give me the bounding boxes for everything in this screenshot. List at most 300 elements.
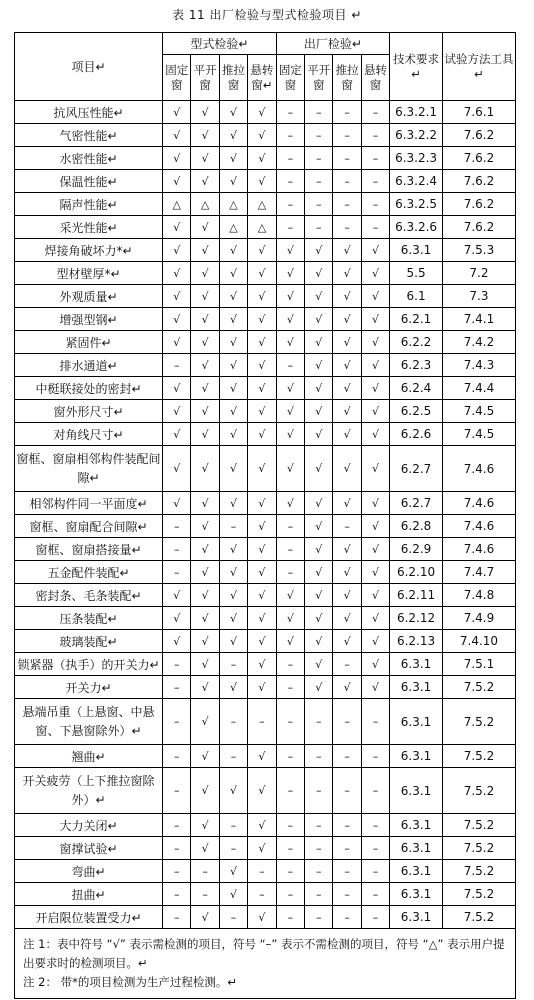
type-test-mark: √ xyxy=(219,285,247,308)
factory-test-mark: – xyxy=(276,193,304,216)
table-row xyxy=(15,170,516,193)
type-test-mark: √ xyxy=(191,262,219,285)
factory-test-mark: – xyxy=(305,860,333,883)
factory-test-mark: – xyxy=(333,906,361,929)
type-test-mark: △ xyxy=(248,193,276,216)
factory-test-mark: √ xyxy=(305,561,333,584)
type-test-mark: √ xyxy=(163,262,191,285)
factory-test-mark: – xyxy=(333,101,361,124)
table-body xyxy=(15,101,516,929)
row-item-name: 开关力↵ xyxy=(15,676,163,699)
factory-test-mark: √ xyxy=(305,331,333,354)
row-item-name: 密封条、毛条装配↵ xyxy=(15,584,163,607)
type-test-mark: √ xyxy=(191,331,219,354)
factory-test-mark: √ xyxy=(361,239,389,262)
type-test-mark: √ xyxy=(163,216,191,239)
row-item-name: 气密性能↵ xyxy=(15,124,163,147)
table-row xyxy=(15,239,516,262)
type-test-mark: √ xyxy=(191,423,219,446)
row-test-method: 7.3 xyxy=(442,285,515,308)
factory-test-mark: √ xyxy=(276,630,304,653)
row-tech-requirement: 6.3.1 xyxy=(390,814,443,837)
factory-test-mark: √ xyxy=(276,584,304,607)
type-test-mark: √ xyxy=(163,285,191,308)
row-tech-requirement: 6.3.2.6 xyxy=(390,216,443,239)
factory-test-mark: √ xyxy=(361,308,389,331)
type-test-mark: √ xyxy=(219,860,247,883)
row-item-name: 窗框、窗扇相邻构件装配间隙↵ xyxy=(15,446,163,492)
row-test-method: 7.4.6 xyxy=(442,446,515,492)
type-test-mark: √ xyxy=(248,400,276,423)
row-tech-requirement: 6.3.2.4 xyxy=(390,170,443,193)
table-row xyxy=(15,193,516,216)
type-test-mark: √ xyxy=(163,377,191,400)
type-test-mark: √ xyxy=(191,354,219,377)
row-item-name: 水密性能↵ xyxy=(15,147,163,170)
table-row xyxy=(15,768,516,814)
table-row xyxy=(15,607,516,630)
row-item-name: 大力关闭↵ xyxy=(15,814,163,837)
row-item-name: 型材壁厚*↵ xyxy=(15,262,163,285)
factory-test-mark: √ xyxy=(361,630,389,653)
row-item-name: 窗撑试验↵ xyxy=(15,837,163,860)
type-test-mark: √ xyxy=(191,837,219,860)
row-item-name: 五金配件装配↵ xyxy=(15,561,163,584)
factory-test-mark: – xyxy=(333,699,361,745)
type-test-mark: √ xyxy=(248,446,276,492)
factory-test-mark: – xyxy=(361,147,389,170)
row-item-name: 开启限位装置受力↵ xyxy=(15,906,163,929)
subheader-casement-window: 平开窗 xyxy=(305,55,333,101)
factory-test-mark: √ xyxy=(305,653,333,676)
factory-test-mark: – xyxy=(361,906,389,929)
factory-test-mark: √ xyxy=(361,446,389,492)
type-test-mark: √ xyxy=(248,492,276,515)
factory-test-mark: √ xyxy=(333,607,361,630)
factory-test-mark: – xyxy=(305,170,333,193)
row-item-name: 保温性能↵ xyxy=(15,170,163,193)
factory-test-mark: – xyxy=(361,216,389,239)
row-test-method: 7.4.1 xyxy=(442,308,515,331)
factory-test-mark: – xyxy=(333,147,361,170)
type-test-mark: √ xyxy=(219,400,247,423)
factory-test-mark: √ xyxy=(333,538,361,561)
factory-test-mark: √ xyxy=(333,584,361,607)
factory-test-mark: √ xyxy=(305,377,333,400)
row-test-method: 7.5.2 xyxy=(442,745,515,768)
row-tech-requirement: 6.2.10 xyxy=(390,561,443,584)
factory-test-mark: – xyxy=(333,814,361,837)
type-test-mark: √ xyxy=(248,423,276,446)
row-test-method: 7.6.2 xyxy=(442,147,515,170)
factory-test-mark: √ xyxy=(305,607,333,630)
row-test-method: 7.5.3 xyxy=(442,239,515,262)
factory-test-mark: √ xyxy=(333,239,361,262)
factory-test-mark: √ xyxy=(333,446,361,492)
row-tech-requirement: 6.2.8 xyxy=(390,515,443,538)
factory-test-mark: – xyxy=(276,837,304,860)
type-test-mark: √ xyxy=(248,561,276,584)
subheader-casement-window: 平开窗 xyxy=(191,55,219,101)
type-test-mark: √ xyxy=(191,906,219,929)
type-test-mark: √ xyxy=(219,538,247,561)
row-test-method: 7.4.4 xyxy=(442,377,515,400)
type-test-mark: √ xyxy=(219,101,247,124)
row-test-method: 7.4.2 xyxy=(442,331,515,354)
type-test-mark: √ xyxy=(248,239,276,262)
factory-test-mark: – xyxy=(276,814,304,837)
row-tech-requirement: 6.2.11 xyxy=(390,584,443,607)
factory-test-mark: √ xyxy=(361,676,389,699)
factory-test-mark: – xyxy=(361,860,389,883)
row-tech-requirement: 6.2.9 xyxy=(390,538,443,561)
table-row xyxy=(15,630,516,653)
row-item-name: 开关疲劳（上下推拉窗除外）↵ xyxy=(15,768,163,814)
factory-test-mark: √ xyxy=(305,308,333,331)
note-2: 注 2： 带*的项目检测为生产过程检测。↵ xyxy=(23,975,238,989)
table-row xyxy=(15,860,516,883)
row-tech-requirement: 6.3.1 xyxy=(390,239,443,262)
type-test-mark: – xyxy=(163,745,191,768)
factory-test-mark: – xyxy=(276,538,304,561)
type-test-mark: √ xyxy=(219,492,247,515)
type-test-mark: √ xyxy=(219,584,247,607)
type-test-mark: √ xyxy=(248,170,276,193)
row-item-name: 抗风压性能↵ xyxy=(15,101,163,124)
factory-test-mark: – xyxy=(276,101,304,124)
factory-test-mark: √ xyxy=(305,262,333,285)
row-item-name: 隔声性能↵ xyxy=(15,193,163,216)
type-test-mark: √ xyxy=(248,906,276,929)
table-header xyxy=(15,33,516,101)
type-test-mark: √ xyxy=(191,515,219,538)
type-test-mark: – xyxy=(219,515,247,538)
type-test-mark: √ xyxy=(219,676,247,699)
factory-test-mark: – xyxy=(333,124,361,147)
type-test-mark: √ xyxy=(163,584,191,607)
type-test-mark: √ xyxy=(191,147,219,170)
row-tech-requirement: 6.2.6 xyxy=(390,423,443,446)
row-tech-requirement: 6.2.13 xyxy=(390,630,443,653)
row-item-name: 窗框、窗扇搭接量↵ xyxy=(15,538,163,561)
type-test-mark: √ xyxy=(248,285,276,308)
factory-test-mark: √ xyxy=(276,492,304,515)
row-test-method: 7.5.2 xyxy=(442,676,515,699)
factory-test-mark: – xyxy=(276,515,304,538)
factory-test-mark: – xyxy=(276,561,304,584)
type-test-mark: √ xyxy=(219,170,247,193)
table-row xyxy=(15,837,516,860)
type-test-mark: √ xyxy=(248,515,276,538)
type-test-mark: √ xyxy=(191,607,219,630)
row-tech-requirement: 6.2.12 xyxy=(390,607,443,630)
row-item-name: 对角线尺寸↵ xyxy=(15,423,163,446)
type-test-mark: √ xyxy=(191,170,219,193)
type-test-mark: √ xyxy=(248,101,276,124)
factory-test-mark: √ xyxy=(305,584,333,607)
type-test-mark: √ xyxy=(191,308,219,331)
factory-test-mark: √ xyxy=(305,492,333,515)
factory-test-mark: – xyxy=(305,745,333,768)
type-test-mark: √ xyxy=(219,239,247,262)
type-test-mark: – xyxy=(191,883,219,906)
row-test-method: 7.5.2 xyxy=(442,883,515,906)
row-test-method: 7.5.2 xyxy=(442,768,515,814)
factory-test-mark: √ xyxy=(361,653,389,676)
type-test-mark: △ xyxy=(191,193,219,216)
row-tech-requirement: 6.2.1 xyxy=(390,308,443,331)
table-caption: 表 11 出厂检验与型式检验项目 ↵ xyxy=(172,8,362,22)
factory-test-mark: √ xyxy=(361,331,389,354)
type-test-mark: √ xyxy=(163,446,191,492)
type-test-mark: – xyxy=(163,768,191,814)
type-test-mark: √ xyxy=(219,883,247,906)
factory-test-mark: – xyxy=(361,101,389,124)
factory-test-mark: √ xyxy=(333,377,361,400)
type-test-mark: √ xyxy=(163,607,191,630)
factory-test-mark: √ xyxy=(361,285,389,308)
row-item-name: 翘曲↵ xyxy=(15,745,163,768)
type-test-mark: – xyxy=(219,653,247,676)
factory-test-mark: √ xyxy=(333,630,361,653)
factory-test-mark: – xyxy=(361,883,389,906)
row-item-name: 扭曲↵ xyxy=(15,883,163,906)
row-tech-requirement: 6.3.1 xyxy=(390,699,443,745)
factory-test-mark: – xyxy=(305,124,333,147)
row-test-method: 7.5.2 xyxy=(442,837,515,860)
type-test-mark: √ xyxy=(248,262,276,285)
factory-test-mark: √ xyxy=(333,561,361,584)
row-tech-requirement: 6.2.4 xyxy=(390,377,443,400)
factory-test-mark: – xyxy=(361,170,389,193)
type-test-mark: √ xyxy=(191,584,219,607)
table-row xyxy=(15,561,516,584)
table-row xyxy=(15,124,516,147)
factory-test-mark: – xyxy=(333,653,361,676)
type-test-mark: – xyxy=(163,676,191,699)
type-test-mark: √ xyxy=(248,124,276,147)
type-test-mark: – xyxy=(219,814,247,837)
row-test-method: 7.4.9 xyxy=(442,607,515,630)
type-test-mark: √ xyxy=(191,377,219,400)
type-test-mark: √ xyxy=(163,239,191,262)
factory-test-mark: √ xyxy=(361,492,389,515)
factory-test-mark: – xyxy=(361,837,389,860)
factory-test-mark: √ xyxy=(333,331,361,354)
factory-test-mark: √ xyxy=(276,400,304,423)
header-factory-test: 出厂检验↵ xyxy=(276,33,390,55)
type-test-mark: – xyxy=(163,837,191,860)
row-tech-requirement: 6.2.3 xyxy=(390,354,443,377)
row-test-method: 7.4.10 xyxy=(442,630,515,653)
table-notes xyxy=(15,929,516,999)
row-test-method: 7.6.2 xyxy=(442,216,515,239)
factory-test-mark: √ xyxy=(333,308,361,331)
type-test-mark: √ xyxy=(163,170,191,193)
row-tech-requirement: 6.3.1 xyxy=(390,883,443,906)
row-item-name: 相邻构件同一平面度↵ xyxy=(15,492,163,515)
factory-test-mark: – xyxy=(333,860,361,883)
factory-test-mark: – xyxy=(276,147,304,170)
type-test-mark: √ xyxy=(248,837,276,860)
type-test-mark: – xyxy=(219,699,247,745)
row-tech-requirement: 6.3.2.5 xyxy=(390,193,443,216)
note-1: 注 1：表中符号 “√” 表示需检测的项目，符号 “–” 表示不需检测的项目，符号 “△” 表示用户提出要求时的检测项目。↵ xyxy=(23,937,505,970)
factory-test-mark: – xyxy=(276,124,304,147)
table-row xyxy=(15,699,516,745)
factory-test-mark: √ xyxy=(333,676,361,699)
subheader-fixed-window: 固定窗 xyxy=(276,55,304,101)
factory-test-mark: – xyxy=(305,101,333,124)
table-row xyxy=(15,400,516,423)
type-test-mark: √ xyxy=(219,768,247,814)
type-test-mark: – xyxy=(163,883,191,906)
type-test-mark: √ xyxy=(191,492,219,515)
factory-test-mark: – xyxy=(305,906,333,929)
type-test-mark: √ xyxy=(219,377,247,400)
header-type-test: 型式检验↵ xyxy=(163,33,277,55)
factory-test-mark: – xyxy=(276,745,304,768)
factory-test-mark: – xyxy=(276,170,304,193)
type-test-mark: √ xyxy=(191,768,219,814)
type-test-mark: – xyxy=(163,653,191,676)
factory-test-mark: √ xyxy=(333,423,361,446)
table-row xyxy=(15,377,516,400)
type-test-mark: √ xyxy=(248,653,276,676)
factory-test-mark: √ xyxy=(361,423,389,446)
row-tech-requirement: 6.3.1 xyxy=(390,745,443,768)
type-test-mark: √ xyxy=(191,400,219,423)
factory-test-mark: – xyxy=(276,906,304,929)
type-test-mark: √ xyxy=(163,147,191,170)
row-tech-requirement: 6.2.7 xyxy=(390,492,443,515)
row-item-name: 悬端吊重（上悬窗、中悬窗、下悬窗除外）↵ xyxy=(15,699,163,745)
row-tech-requirement: 5.5 xyxy=(390,262,443,285)
factory-test-mark: √ xyxy=(361,561,389,584)
factory-test-mark: √ xyxy=(333,400,361,423)
row-item-name: 玻璃装配↵ xyxy=(15,630,163,653)
factory-test-mark: √ xyxy=(361,538,389,561)
table-row xyxy=(15,101,516,124)
row-test-method: 7.5.2 xyxy=(442,860,515,883)
table-row xyxy=(15,515,516,538)
factory-test-mark: √ xyxy=(361,400,389,423)
row-item-name: 排水通道↵ xyxy=(15,354,163,377)
factory-test-mark: √ xyxy=(361,354,389,377)
type-test-mark: √ xyxy=(219,331,247,354)
type-test-mark: √ xyxy=(191,124,219,147)
type-test-mark: √ xyxy=(191,239,219,262)
type-test-mark: √ xyxy=(248,607,276,630)
row-test-method: 7.4.3 xyxy=(442,354,515,377)
type-test-mark: – xyxy=(163,860,191,883)
type-test-mark: √ xyxy=(219,446,247,492)
table-row xyxy=(15,814,516,837)
factory-test-mark: √ xyxy=(276,239,304,262)
subheader-pivot-window: 悬转窗 xyxy=(361,55,389,101)
factory-test-mark: – xyxy=(333,216,361,239)
type-test-mark: △ xyxy=(219,216,247,239)
factory-test-mark: – xyxy=(276,653,304,676)
row-tech-requirement: 6.3.2.3 xyxy=(390,147,443,170)
type-test-mark: √ xyxy=(219,423,247,446)
row-tech-requirement: 6.3.1 xyxy=(390,768,443,814)
type-test-mark: √ xyxy=(248,308,276,331)
type-test-mark: √ xyxy=(248,745,276,768)
type-test-mark: √ xyxy=(219,124,247,147)
factory-test-mark: √ xyxy=(305,400,333,423)
type-test-mark: – xyxy=(248,860,276,883)
factory-test-mark: √ xyxy=(305,538,333,561)
row-test-method: 7.4.6 xyxy=(442,492,515,515)
type-test-mark: √ xyxy=(163,630,191,653)
row-test-method: 7.4.7 xyxy=(442,561,515,584)
row-test-method: 7.4.5 xyxy=(442,423,515,446)
row-item-name: 压条装配↵ xyxy=(15,607,163,630)
type-test-mark: √ xyxy=(163,101,191,124)
type-test-mark: √ xyxy=(191,285,219,308)
type-test-mark: √ xyxy=(248,377,276,400)
factory-test-mark: – xyxy=(361,814,389,837)
row-tech-requirement: 6.2.7 xyxy=(390,446,443,492)
factory-test-mark: √ xyxy=(305,676,333,699)
factory-test-mark: – xyxy=(333,883,361,906)
row-test-method: 7.4.8 xyxy=(442,584,515,607)
row-test-method: 7.5.2 xyxy=(442,814,515,837)
type-test-mark: √ xyxy=(219,147,247,170)
factory-test-mark: – xyxy=(276,883,304,906)
factory-test-mark: – xyxy=(333,170,361,193)
type-test-mark: √ xyxy=(191,216,219,239)
type-test-mark: √ xyxy=(191,538,219,561)
type-test-mark: – xyxy=(248,699,276,745)
row-item-name: 锁紧器（执手）的开关力↵ xyxy=(15,653,163,676)
type-test-mark: √ xyxy=(219,354,247,377)
factory-test-mark: – xyxy=(305,837,333,860)
table-row xyxy=(15,584,516,607)
factory-test-mark: √ xyxy=(361,515,389,538)
row-item-name: 弯曲↵ xyxy=(15,860,163,883)
row-test-method: 7.6.1 xyxy=(442,101,515,124)
row-item-name: 增强型钢↵ xyxy=(15,308,163,331)
table-row xyxy=(15,216,516,239)
type-test-mark: √ xyxy=(191,814,219,837)
row-item-name: 外观质量↵ xyxy=(15,285,163,308)
type-test-mark: – xyxy=(163,515,191,538)
type-test-mark: – xyxy=(191,860,219,883)
subheader-sliding-window: 推拉窗 xyxy=(333,55,361,101)
type-test-mark: √ xyxy=(248,676,276,699)
row-tech-requirement: 6.2.5 xyxy=(390,400,443,423)
factory-test-mark: √ xyxy=(276,446,304,492)
type-test-mark: √ xyxy=(191,699,219,745)
factory-test-mark: √ xyxy=(276,423,304,446)
row-item-name: 采光性能↵ xyxy=(15,216,163,239)
type-test-mark: – xyxy=(163,906,191,929)
factory-test-mark: √ xyxy=(276,331,304,354)
factory-test-mark: – xyxy=(361,745,389,768)
table-row xyxy=(15,308,516,331)
factory-test-mark: √ xyxy=(361,607,389,630)
table-row xyxy=(15,331,516,354)
type-test-mark: △ xyxy=(219,193,247,216)
type-test-mark: △ xyxy=(163,193,191,216)
row-tech-requirement: 6.3.1 xyxy=(390,860,443,883)
factory-test-mark: √ xyxy=(276,308,304,331)
factory-test-mark: – xyxy=(305,768,333,814)
type-test-mark: – xyxy=(219,837,247,860)
type-test-mark: – xyxy=(248,883,276,906)
